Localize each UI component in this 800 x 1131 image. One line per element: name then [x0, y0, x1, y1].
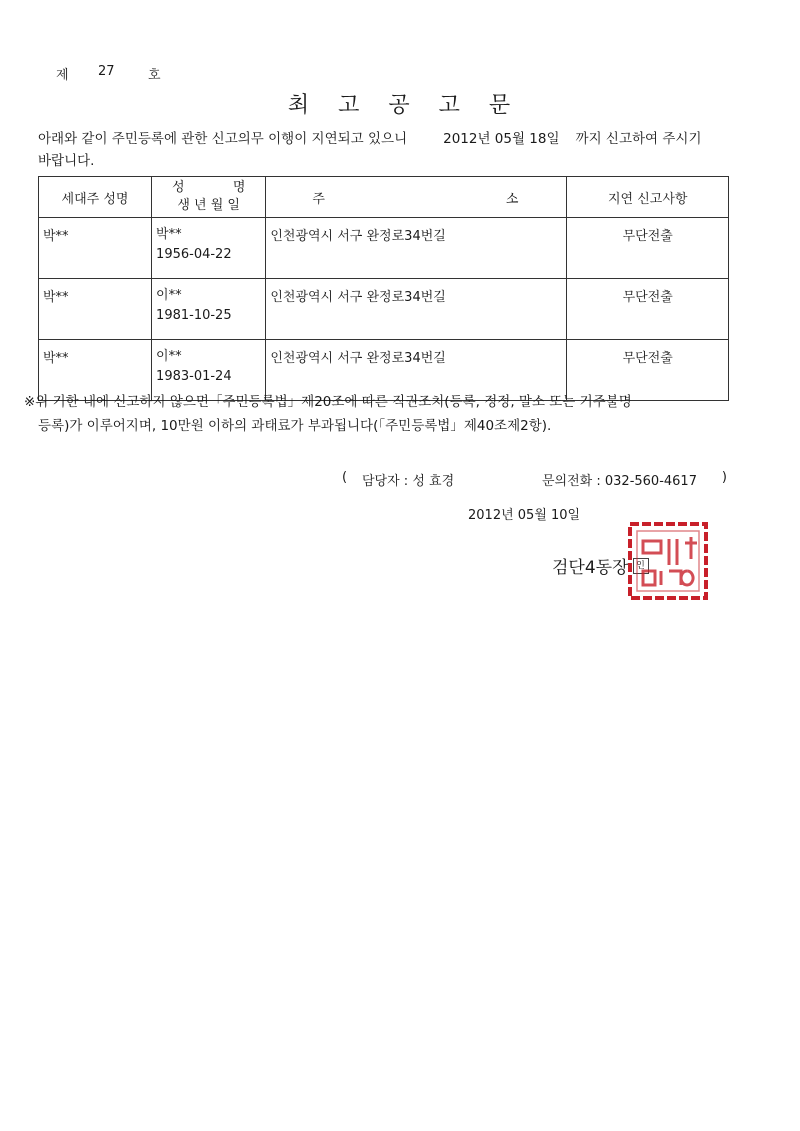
issue-date: 2012년 05월 10일	[468, 508, 581, 523]
header-address	[266, 177, 567, 218]
cell-address: 인천광역시 서구 완정로34번길	[266, 218, 567, 279]
header-name-left: 성	[171, 180, 185, 195]
header-reason: 지연 신고사항	[567, 177, 729, 218]
header-name-right: 명	[232, 180, 246, 195]
title-char: 고	[338, 93, 362, 118]
title-char: 공	[388, 93, 412, 118]
header-address-left: 주	[312, 191, 325, 207]
table-header-row	[39, 177, 729, 218]
title-char: 최	[287, 93, 312, 118]
contact-info	[342, 470, 727, 489]
contact-phone: 문의전화 : 032-560-4617	[542, 474, 697, 489]
number-suffix: 호	[148, 68, 161, 83]
delinquent-registration-table	[38, 176, 729, 401]
cell-householder: 박**	[39, 340, 152, 401]
cell-birth: 1983-01-24	[156, 369, 232, 384]
title-char: 문	[488, 93, 513, 118]
cell-address: 인천광역시 서구 완정로34번길	[266, 340, 567, 401]
cell-name: 이**	[156, 288, 182, 303]
intro-text-line2: 바랍니다.	[38, 153, 95, 169]
cell-householder: 박**	[39, 279, 152, 340]
cell-name-birth	[152, 279, 266, 340]
cell-name: 이**	[156, 349, 182, 364]
cell-name: 박**	[156, 227, 182, 242]
penalty-notice	[24, 390, 744, 438]
cell-reason: 무단전출	[567, 279, 729, 340]
contact-open-paren: (	[342, 470, 348, 485]
header-name-birth	[152, 177, 266, 218]
cell-birth: 1981-10-25	[156, 308, 232, 323]
notice-line-1: ※위 기한 내에 신고하지 않으면「주민등록법」제20조에 따른 직권조치(등록, 정정, 말소 또는 거주불명	[24, 394, 632, 410]
intro-paragraph	[38, 128, 738, 172]
contact-close-paren: )	[721, 470, 727, 485]
document-number	[56, 64, 161, 83]
table-row	[39, 279, 729, 340]
official-seal-stamp-icon	[627, 521, 709, 601]
intro-text-after: 까지 신고하여 주시기	[575, 131, 702, 147]
issuer-name: 검단4동장	[552, 558, 629, 578]
header-name-line	[152, 179, 265, 197]
cell-name-birth	[152, 218, 266, 279]
cell-reason: 무단전출	[567, 340, 729, 401]
number-value: 27	[98, 64, 115, 79]
deadline-date: 2012년 05월 18일	[443, 131, 560, 147]
header-householder: 세대주 성명	[39, 177, 152, 218]
issuer-seal-mark: 인	[633, 558, 649, 574]
title-char: 고	[438, 93, 462, 118]
intro-text-before: 아래와 같이 주민등록에 관한 신고의무 이행이 지연되고 있으니	[38, 131, 408, 147]
cell-birth: 1956-04-22	[156, 247, 232, 262]
header-address-right: 소	[505, 191, 519, 207]
contact-person: 담당자 : 성 효경	[362, 474, 455, 489]
cell-reason: 무단전출	[567, 218, 729, 279]
cell-address: 인천광역시 서구 완정로34번길	[266, 279, 567, 340]
table-row	[39, 218, 729, 279]
cell-householder: 박**	[39, 218, 152, 279]
number-prefix: 제	[56, 68, 69, 83]
document-title	[0, 88, 800, 119]
header-birth: 생 년 월 일	[177, 198, 240, 213]
notice-line-2: 등록)가 이루어지며, 10만원 이하의 과태료가 부과됩니다(「주민등록법」제40조제2항).	[38, 418, 552, 434]
